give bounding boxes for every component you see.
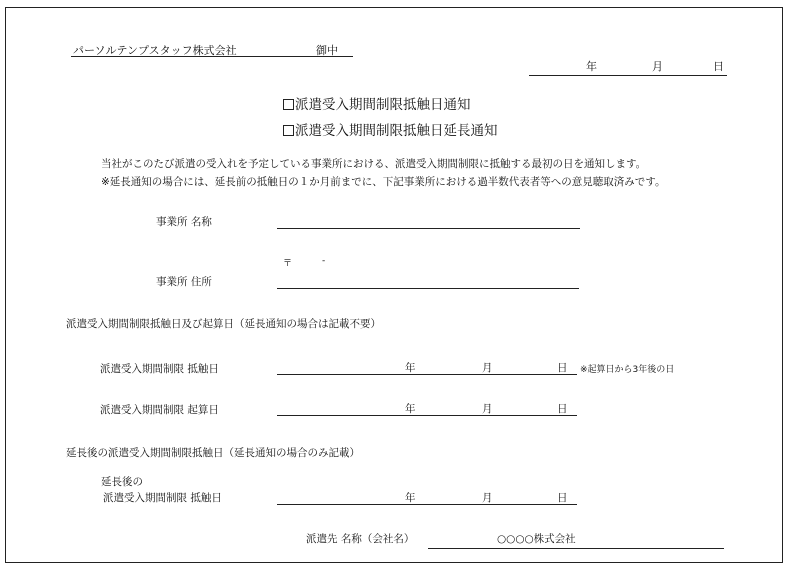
row3-month-unit: 月 [482,492,493,504]
office-address-label: 事業所 住所 [156,276,212,288]
start-date-field[interactable] [277,415,577,416]
row3-day-unit: 日 [557,492,568,504]
row2-month-unit: 月 [482,403,493,415]
title-extension-text: 派遣受入期間制限抵触日延長通知 [295,123,498,139]
postal-mark: 〒 [283,259,293,269]
addressee-underline [71,56,353,57]
header-year-unit: 年 [586,60,597,73]
title-notice[interactable] [283,93,471,113]
office-address-field[interactable] [277,288,579,289]
row1-day-unit: 日 [557,362,568,374]
section2-heading: 延長後の派遣受入期間制限抵触日（延長通知の場合のみ記載） [66,447,360,459]
postal-dash: - [322,256,326,266]
row1-month-unit: 月 [482,362,493,374]
addressee: パーソルテンプスタッフ株式会社 [73,44,237,57]
conflict-date-label: 派遣受入期間制限 抵触日 [100,363,219,375]
header-day-unit: 日 [713,60,724,73]
row2-year-unit: 年 [405,403,416,415]
destination-value: ○○○○株式会社 [497,533,576,545]
title-extension[interactable] [283,119,498,139]
conflict-date-field[interactable] [277,374,577,375]
section1-heading: 派遣受入期間制限抵触日及び起算日（延長通知の場合は記載不要） [66,318,381,330]
extension-checkbox[interactable] [283,125,294,136]
row2-day-unit: 日 [557,403,568,415]
extended-date-field[interactable] [277,504,577,505]
extended-label-line-1: 延長後の [101,476,143,488]
intro-line-2: ※延長通知の場合には、延長前の抵触日の１か月前までに、下記事業所における過半数代表者等への意見聴取済みです。 [101,176,666,188]
start-date-label: 派遣受入期間制限 起算日 [100,404,219,416]
notice-checkbox[interactable] [283,99,294,110]
office-name-label: 事業所 名称 [156,216,212,228]
honorific: 御中 [316,44,338,57]
title-notice-text: 派遣受入期間制限抵触日通知 [295,97,471,113]
header-month-unit: 月 [652,60,663,73]
date-underline [529,75,727,76]
conflict-date-note: ※起算日から3年後の日 [580,365,675,375]
intro-line-1: 当社がこのたび派遣の受入れを予定している事業所における、派遣受入期間制限に抵触する最初の日を通知します。 [101,158,647,170]
office-name-field[interactable] [277,228,580,229]
row3-year-unit: 年 [405,492,416,504]
row1-year-unit: 年 [405,362,416,374]
destination-field[interactable] [428,548,724,549]
extended-label-line-2: 派遣受入期間制限 抵触日 [103,492,222,504]
destination-label: 派遣先 名称（会社名） [306,533,415,545]
